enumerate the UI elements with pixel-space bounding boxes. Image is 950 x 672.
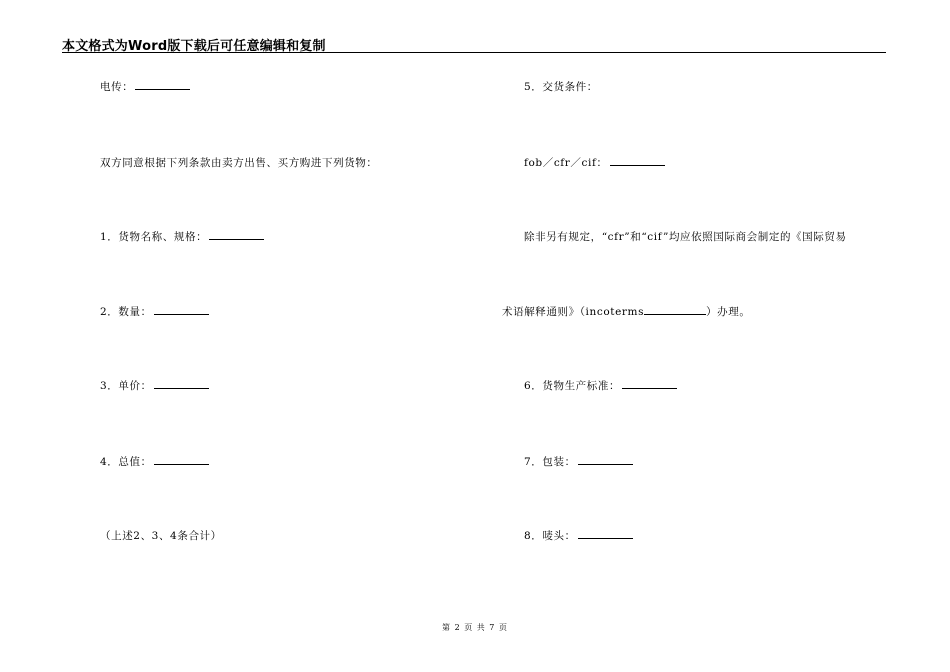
header-divider bbox=[62, 52, 886, 53]
quantity-label: 2．数量： bbox=[100, 306, 152, 318]
incoterms-prefix: 术语解释通则》（incoterms bbox=[502, 306, 645, 318]
production-standard-blank bbox=[622, 378, 677, 389]
packing-blank bbox=[578, 454, 633, 465]
shipping-marks-blank bbox=[578, 528, 633, 539]
incoterms-clause-line1: 除非另有规定，“cfr”和“cif”均应依照国际商会制定的《国际贸易 bbox=[524, 231, 847, 243]
unit-price-label: 3．单价： bbox=[100, 380, 152, 392]
page-number: 第 2 页 共 7 页 bbox=[442, 623, 508, 632]
telegram-field bbox=[100, 79, 190, 94]
unit-price-field bbox=[100, 378, 209, 393]
incoterms-blank bbox=[644, 304, 706, 315]
goods-name-field bbox=[100, 229, 264, 244]
goods-name-label: 1．货物名称、规格： bbox=[100, 231, 208, 243]
shipping-marks-field bbox=[524, 528, 633, 543]
quantity-field bbox=[100, 304, 209, 319]
production-standard-label: 6．货物生产标准： bbox=[524, 380, 621, 392]
telegram-blank bbox=[135, 79, 190, 90]
telegram-label: 电传： bbox=[100, 81, 134, 93]
packing-label: 7．包装： bbox=[524, 456, 576, 468]
packing-field bbox=[524, 454, 633, 469]
quantity-blank bbox=[154, 304, 209, 315]
fob-cfr-cif-blank bbox=[610, 155, 665, 166]
shipping-marks-label: 8．唛头： bbox=[524, 530, 576, 542]
total-value-label: 4．总值： bbox=[100, 456, 152, 468]
delivery-terms-field: 5．交货条件： bbox=[524, 81, 598, 93]
production-standard-field bbox=[524, 378, 677, 393]
total-value-blank bbox=[154, 454, 209, 465]
fob-cfr-cif-field bbox=[524, 155, 665, 170]
incoterms-clause-line2 bbox=[502, 304, 750, 319]
document-header-title: 本文格式为Word版下载后可任意编辑和复制 bbox=[62, 39, 326, 54]
total-value-field bbox=[100, 454, 209, 469]
unit-price-blank bbox=[154, 378, 209, 389]
incoterms-suffix: ）办理。 bbox=[706, 306, 751, 318]
goods-name-blank bbox=[209, 229, 264, 240]
total-note: （上述2、3、4条合计） bbox=[100, 530, 222, 542]
fob-cfr-cif-label: fob／cfr／cif： bbox=[524, 157, 608, 169]
intro-paragraph: 双方同意根据下列条款由卖方出售、买方购进下列货物： bbox=[100, 157, 378, 169]
